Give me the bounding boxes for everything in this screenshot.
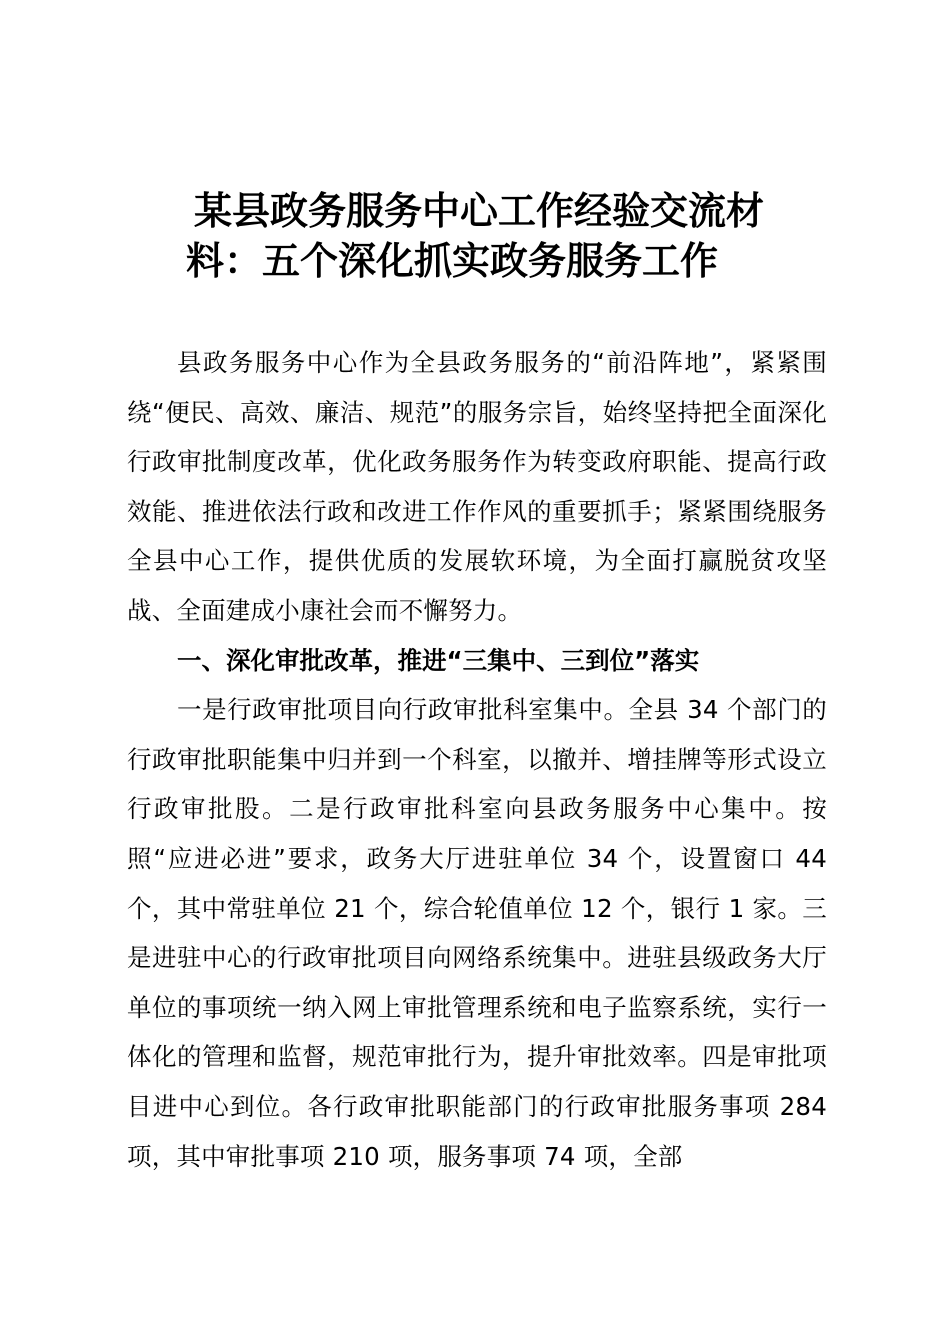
section-1-paragraph: 一是行政审批项目向行政审批科室集中。全县 34 个部门的行政审批职能集中归并到一个科室，以撤并、增挂牌等形式设立行政审批股。二是行政审批科室向县政务服务中心集中。按照“应进必进”要求，政务大厅进驻单位 34 个，设置窗口 44 个，其中常驻单位 21 个，综合轮值单位 12 个，银行 1 家。三是进驻中心的行政审批项目向网络系统集中。进驻县级政务大厅单位的事项统一纳入网上审批管理系统和电子监察系统，实行一体化的管理和监督，规范审批行为，提升审批效率。四是审批项目进中心到位。各行政审批职能部门的行政审批服务事项 284 项，其中审批事项 210 项，服务事项 74 项，全部 [127, 695, 828, 1171]
document-title: 某县政务服务中心工作经验交流材料：五个深化抓实政务服务工作 [186, 189, 765, 283]
intro-paragraph: 县政务服务中心作为全县政务服务的“前沿阵地”，紧紧围绕“便民、高效、廉洁、规范”的服务宗旨，始终坚持把全面深化行政审批制度改革，优化政务服务作为转变政府职能、提高行政效能、推进依法行政和改进工作作风的重要抓手；紧紧围绕服务全县中心工作，提供优质的发展软环境，为全面打赢脱贫攻坚战、全面建成小康社会而不懈努力。 [127, 348, 827, 625]
document-body [127, 338, 827, 1181]
section-heading-1: 一、深化审批改革，推进“三集中、三到位”落实 [177, 645, 700, 675]
